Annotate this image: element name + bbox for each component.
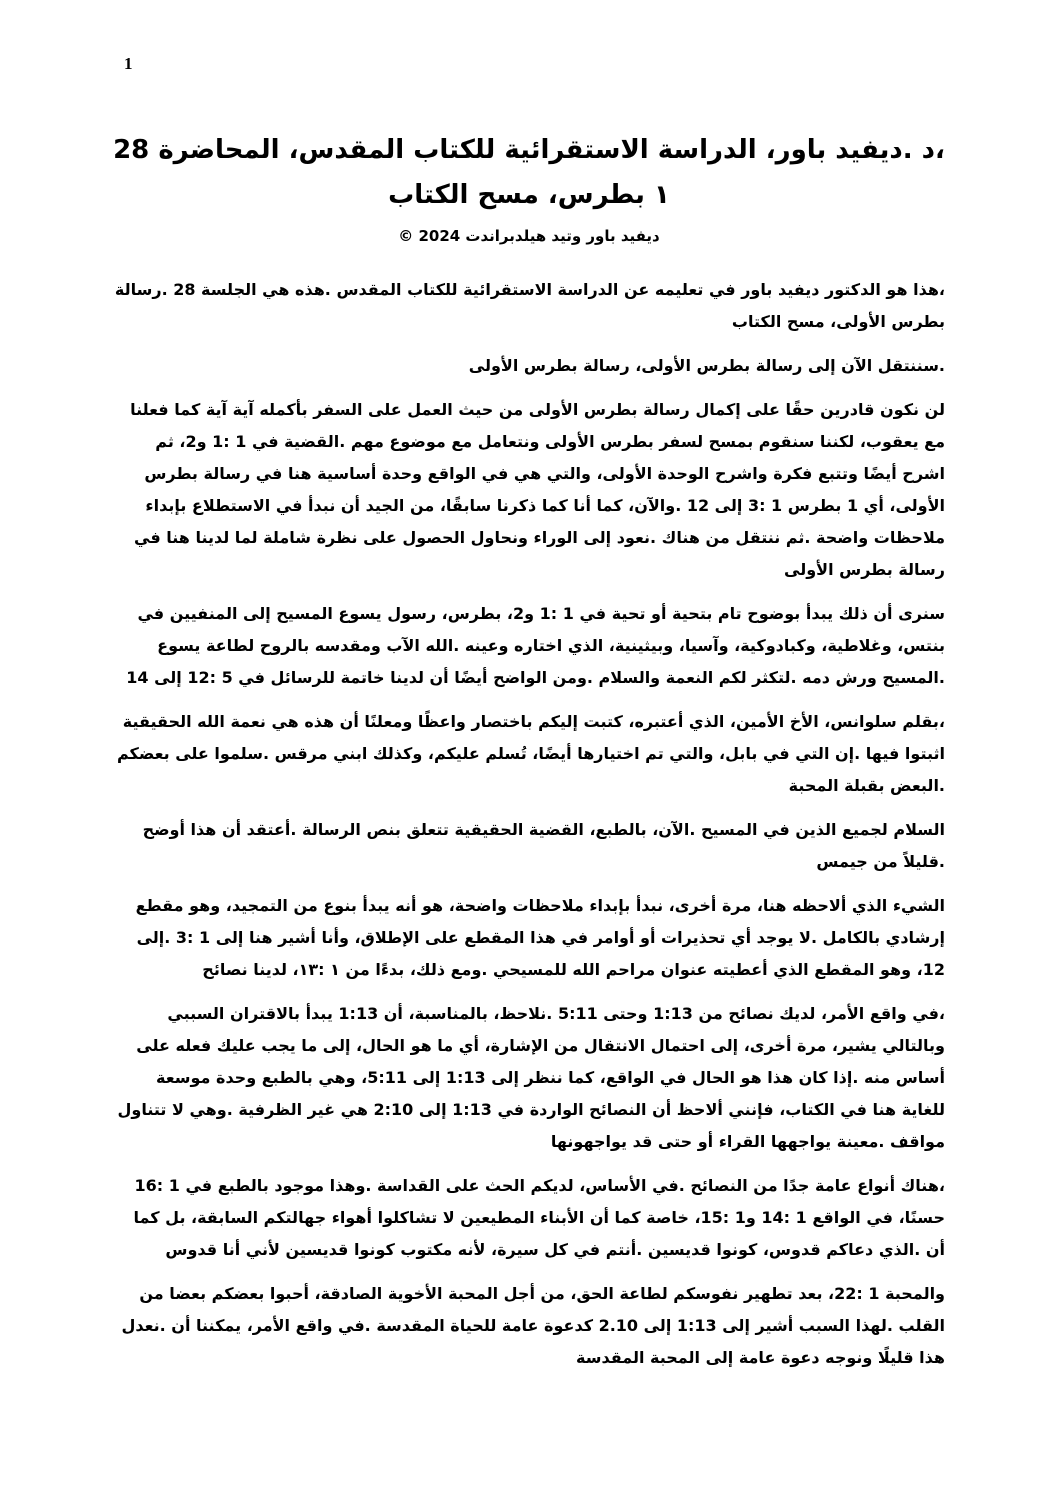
- title-line-2: ١ بطرس، مسح الكتاب: [388, 180, 670, 210]
- document-content: [113, 0, 945, 1386]
- paragraph-10: والمحبة 1 :22، بعد تطهير نفوسكم لطاعة الحق، من أجل المحبة الأخوية الصادقة، أحبوا بعضكم بعضا من القلب .لهذا السبب أشير إلى 1:13 إلى 2.10 كدعوة عامة للحياة المقدسة .في واقع الأمر، يمكننا أن .نعدل هذا قليلًا ونوجه دعوة عامة إلى المحبة المقدسة: [121, 1284, 945, 1367]
- document-title: [113, 128, 945, 218]
- paragraph-3: لن نكون قادرين حقًا على إكمال رسالة بطرس الأولى من حيث العمل على السفر بأكمله آية آية كما فعلنا مع يعقوب، لكننا سنقوم بمسح لسفر بطرس الأولى ونتعامل مع موضوع مهم .القضية في 1 :1 و2، ثم اشرح أيضًا وتتبع فكرة واشرح الوحدة الأولى، والتي هي في الواقع وحدة أساسية هنا في رسالة بطرس الأولى، أي 1 بطرس 1 :3 إلى 12 .والآن، كما أنا كما ذكرنا سابقًا، من الجيد أن نبدأ في الاستطلاع بإبداء ملاحظات واضحة .ثم ننتقل من هناك .نعود إلى الوراء ونحاول الحصول على نظرة شاملة لما لدينا هنا في رسالة بطرس الأولى: [130, 400, 945, 579]
- title-line-1: ،د .ديفيد باور، الدراسة الاستقرائية للكتاب المقدس، المحاضرة 28: [113, 135, 945, 165]
- paragraph-7: الشيء الذي ألاحظه هنا، مرة أخرى، نبدأ بإبداء ملاحظات واضحة، هو أنه يبدأ بنوع من التمجيد، وهو مقطع إرشادي بالكامل .لا يوجد أي تحذيرات أو أوامر في هذا المقطع على الإطلاق، وأنا أشير هنا إلى 1 :3 .إلى 12، وهو المقطع الذي أعطيته عنوان مراحم الله للمسيحي .ومع ذلك، بدءًا من ١ :١٣، لدينا نصائح: [135, 896, 945, 979]
- paragraph-9: ،هناك أنواع عامة جدًا من النصائح .في الأساس، لديكم الحث على القداسة .وهذا موجود بالطبع في 1 :16 حسنًا، في الواقع 1 :14 و1 :15، خاصة كما أن الأبناء المطيعين لا تشاكلوا أهواء جهالتكم السابقة، بل كما أن .الذي دعاكم قدوس، كونوا قديسين .أنتم في كل سيرة، لأنه مكتوب كونوا قديسين لأني أنا قدوس: [133, 1176, 945, 1259]
- paragraph-8: ،في واقع الأمر، لديك نصائح من 1:13 وحتى 5:11 .نلاحظ، بالمناسبة، أن 1:13 يبدأ بالاقتران السببي وبالتالي يشير، مرة أخرى، إلى احتمال الانتقال من الإشارة، أي ما هو الحال، إلى ما يجب عليك فعله على أساس منه .إذا كان هذا هو الحال في الواقع، كما ننظر إلى 1:13 إلى 5:11، وهي بالطبع وحدة موسعة للغاية هنا في الكتاب، فإنني ألاحظ أن النصائح الواردة في 1:13 إلى 2:10 هي غير الظرفية .وهي لا تتناول مواقف .معينة يواجهها القراء أو حتى قد يواجهونها: [117, 1004, 945, 1151]
- paragraph-6: السلام لجميع الذين في المسيح .الآن، بالطبع، القضية الحقيقية تتعلق بنص الرسالة .أعتقد أن هذا أوضح .قليلاً من جيمس: [142, 820, 945, 871]
- copyright-line: ديفيد باور وتيد هيلدبراندت 2024 ©: [398, 227, 660, 245]
- paragraph-4: سنرى أن ذلك يبدأ بوضوح تام بتحية أو تحية في 1 :1 و2، بطرس، رسول يسوع المسيح إلى المنفيين في بنتس، وغلاطية، وكبادوكية، وآسيا، وبيثينية، الذي اختاره وعينه .الله الآب ومقدسه بالروح لطاعة يسوع .المسيح ورش دمه .لتكثر لكم النعمة والسلام .ومن الواضح أيضًا أن لدينا خاتمة للرسائل في 5 :12 إلى 14: [126, 604, 945, 687]
- paragraph-5: ،بقلم سلوانس، الأخ الأمين، الذي أعتبره، كتبت إليكم باختصار واعظًا ومعلنًا أن هذه هي نعمة الله الحقيقية اثبتوا فيها .إن التي في بابل، والتي تم اختيارها أيضًا، تُسلم عليكم، وكذلك ابني مرقس .سلموا على بعضكم .البعض بقبلة المحبة: [116, 712, 945, 795]
- paragraph-1: ،هذا هو الدكتور ديفيد باور في تعليمه عن الدراسة الاستقرائية للكتاب المقدس .هذه هي الجلسة 28 .رسالة بطرس الأولى، مسح الكتاب: [114, 280, 945, 331]
- paragraph-2: .سننتقل الآن إلى رسالة بطرس الأولى، رسالة بطرس الأولى: [468, 356, 945, 375]
- page-number: 1: [124, 54, 133, 73]
- document-body: [113, 274, 945, 1374]
